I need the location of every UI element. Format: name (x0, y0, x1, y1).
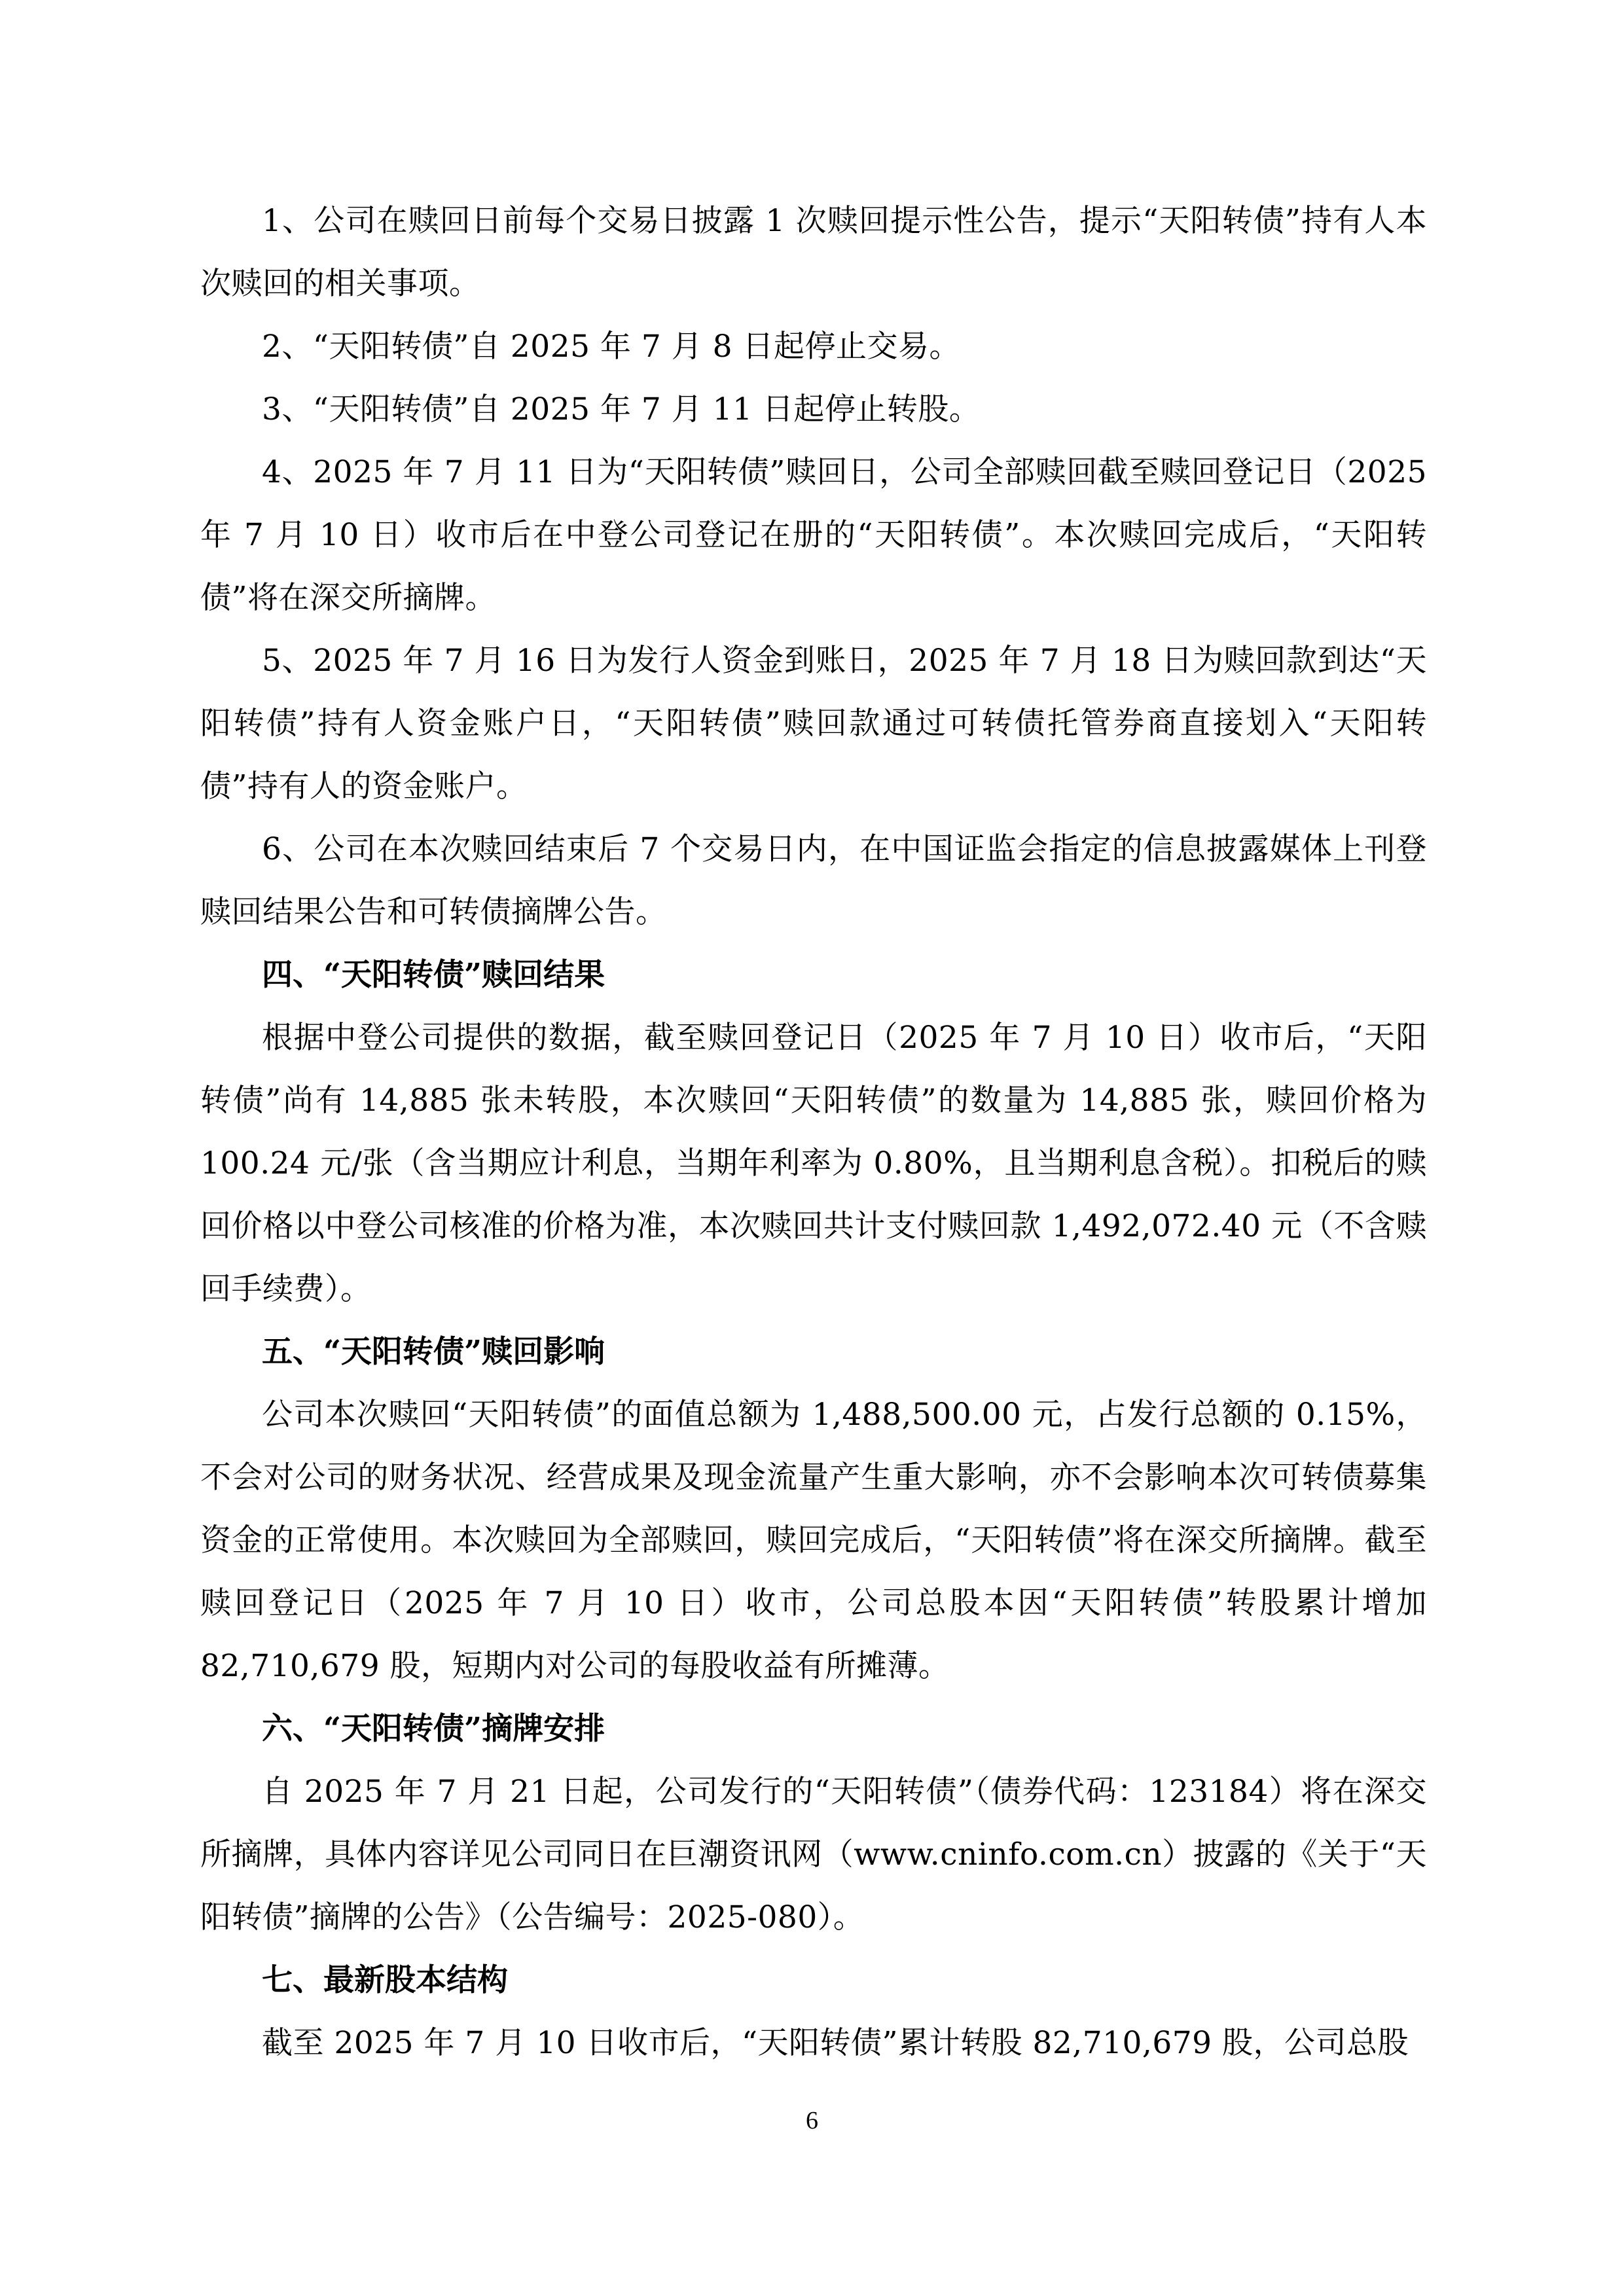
paragraph-redemption-result: 根据中登公司提供的数据，截至赎回登记日（2025 年 7 月 10 日）收市后，“天阳转债”尚有 14,885 张未转股，本次赎回“天阳转债”的数量为 14,885 张，赎回价格为 100.24 元/张（含当期应计利息，当期年利率为 0.80%，且当期利息含税）。扣税后的赎回价格以中登公司核准的价格为准，本次赎回共计支付赎回款 1,492,072.40 元（不含赎回手续费）。 (200, 1020, 1427, 1307)
paragraph-item-5: 5、2025 年 7 月 16 日为发行人资金到账日，2025 年 7 月 18 日为赎回款到达“天阳转债”持有人资金账户日，“天阳转债”赎回款通过可转债托管券商直接划入“天阳转债”持有人的资金账户。 (200, 643, 1427, 804)
section-heading-redemption-result: 四、“天阳转债”赎回结果 (262, 957, 605, 993)
paragraph-item-6: 6、公司在本次赎回结束后 7 个交易日内，在中国证监会指定的信息披露媒体上刊登赎回结果公告和可转债摘牌公告。 (200, 831, 1427, 930)
page-number: 6 (806, 2107, 818, 2134)
paragraph-item-2: 2、“天阳转债”自 2025 年 7 月 8 日起停止交易。 (262, 329, 961, 365)
section-heading-redemption-impact: 五、“天阳转债”赎回影响 (262, 1334, 605, 1370)
paragraph-delisting: 自 2025 年 7 月 21 日起，公司发行的“天阳转债”（债券代码：123184）将在深交所摘牌，具体内容详见公司同日在巨潮资讯网（www.cninfo.com.cn）披露的《关于“天阳转债”摘牌的公告》（公告编号：2025-080）。 (200, 1774, 1427, 1935)
section-heading-share-structure: 七、最新股本结构 (262, 1962, 508, 1998)
paragraph-redemption-impact: 公司本次赎回“天阳转债”的面值总额为 1,488,500.00 元，占发行总额的 0.15%，不会对公司的财务状况、经营成果及现金流量产生重大影响，亦不会影响本次可转债募集资金的正常使用。本次赎回为全部赎回，赎回完成后，“天阳转债”将在深交所摘牌。截至赎回登记日（2025 年 7 月 10 日）收市，公司总股本因“天阳转债”转股累计增加 82,710,679 股，短期内对公司的每股收益有所摊薄。 (200, 1397, 1427, 1684)
document-page (200, 190, 1427, 2075)
paragraph-item-1: 1、公司在赎回日前每个交易日披露 1 次赎回提示性公告，提示“天阳转债”持有人本次赎回的相关事项。 (200, 203, 1427, 302)
paragraph-item-4: 4、2025 年 7 月 11 日为“天阳转债”赎回日，公司全部赎回截至赎回登记日（2025 年 7 月 10 日）收市后在中登公司登记在册的“天阳转债”。本次赎回完成后，“天阳转债”将在深交所摘牌。 (200, 454, 1427, 616)
paragraph-item-3: 3、“天阳转债”自 2025 年 7 月 11 日起停止转股。 (262, 391, 981, 427)
section-heading-delisting: 六、“天阳转债”摘牌安排 (262, 1711, 605, 1747)
paragraph-share-structure: 截至 2025 年 7 月 10 日收市后，“天阳转债”累计转股 82,710,679 股，公司总股 (262, 2025, 1409, 2061)
